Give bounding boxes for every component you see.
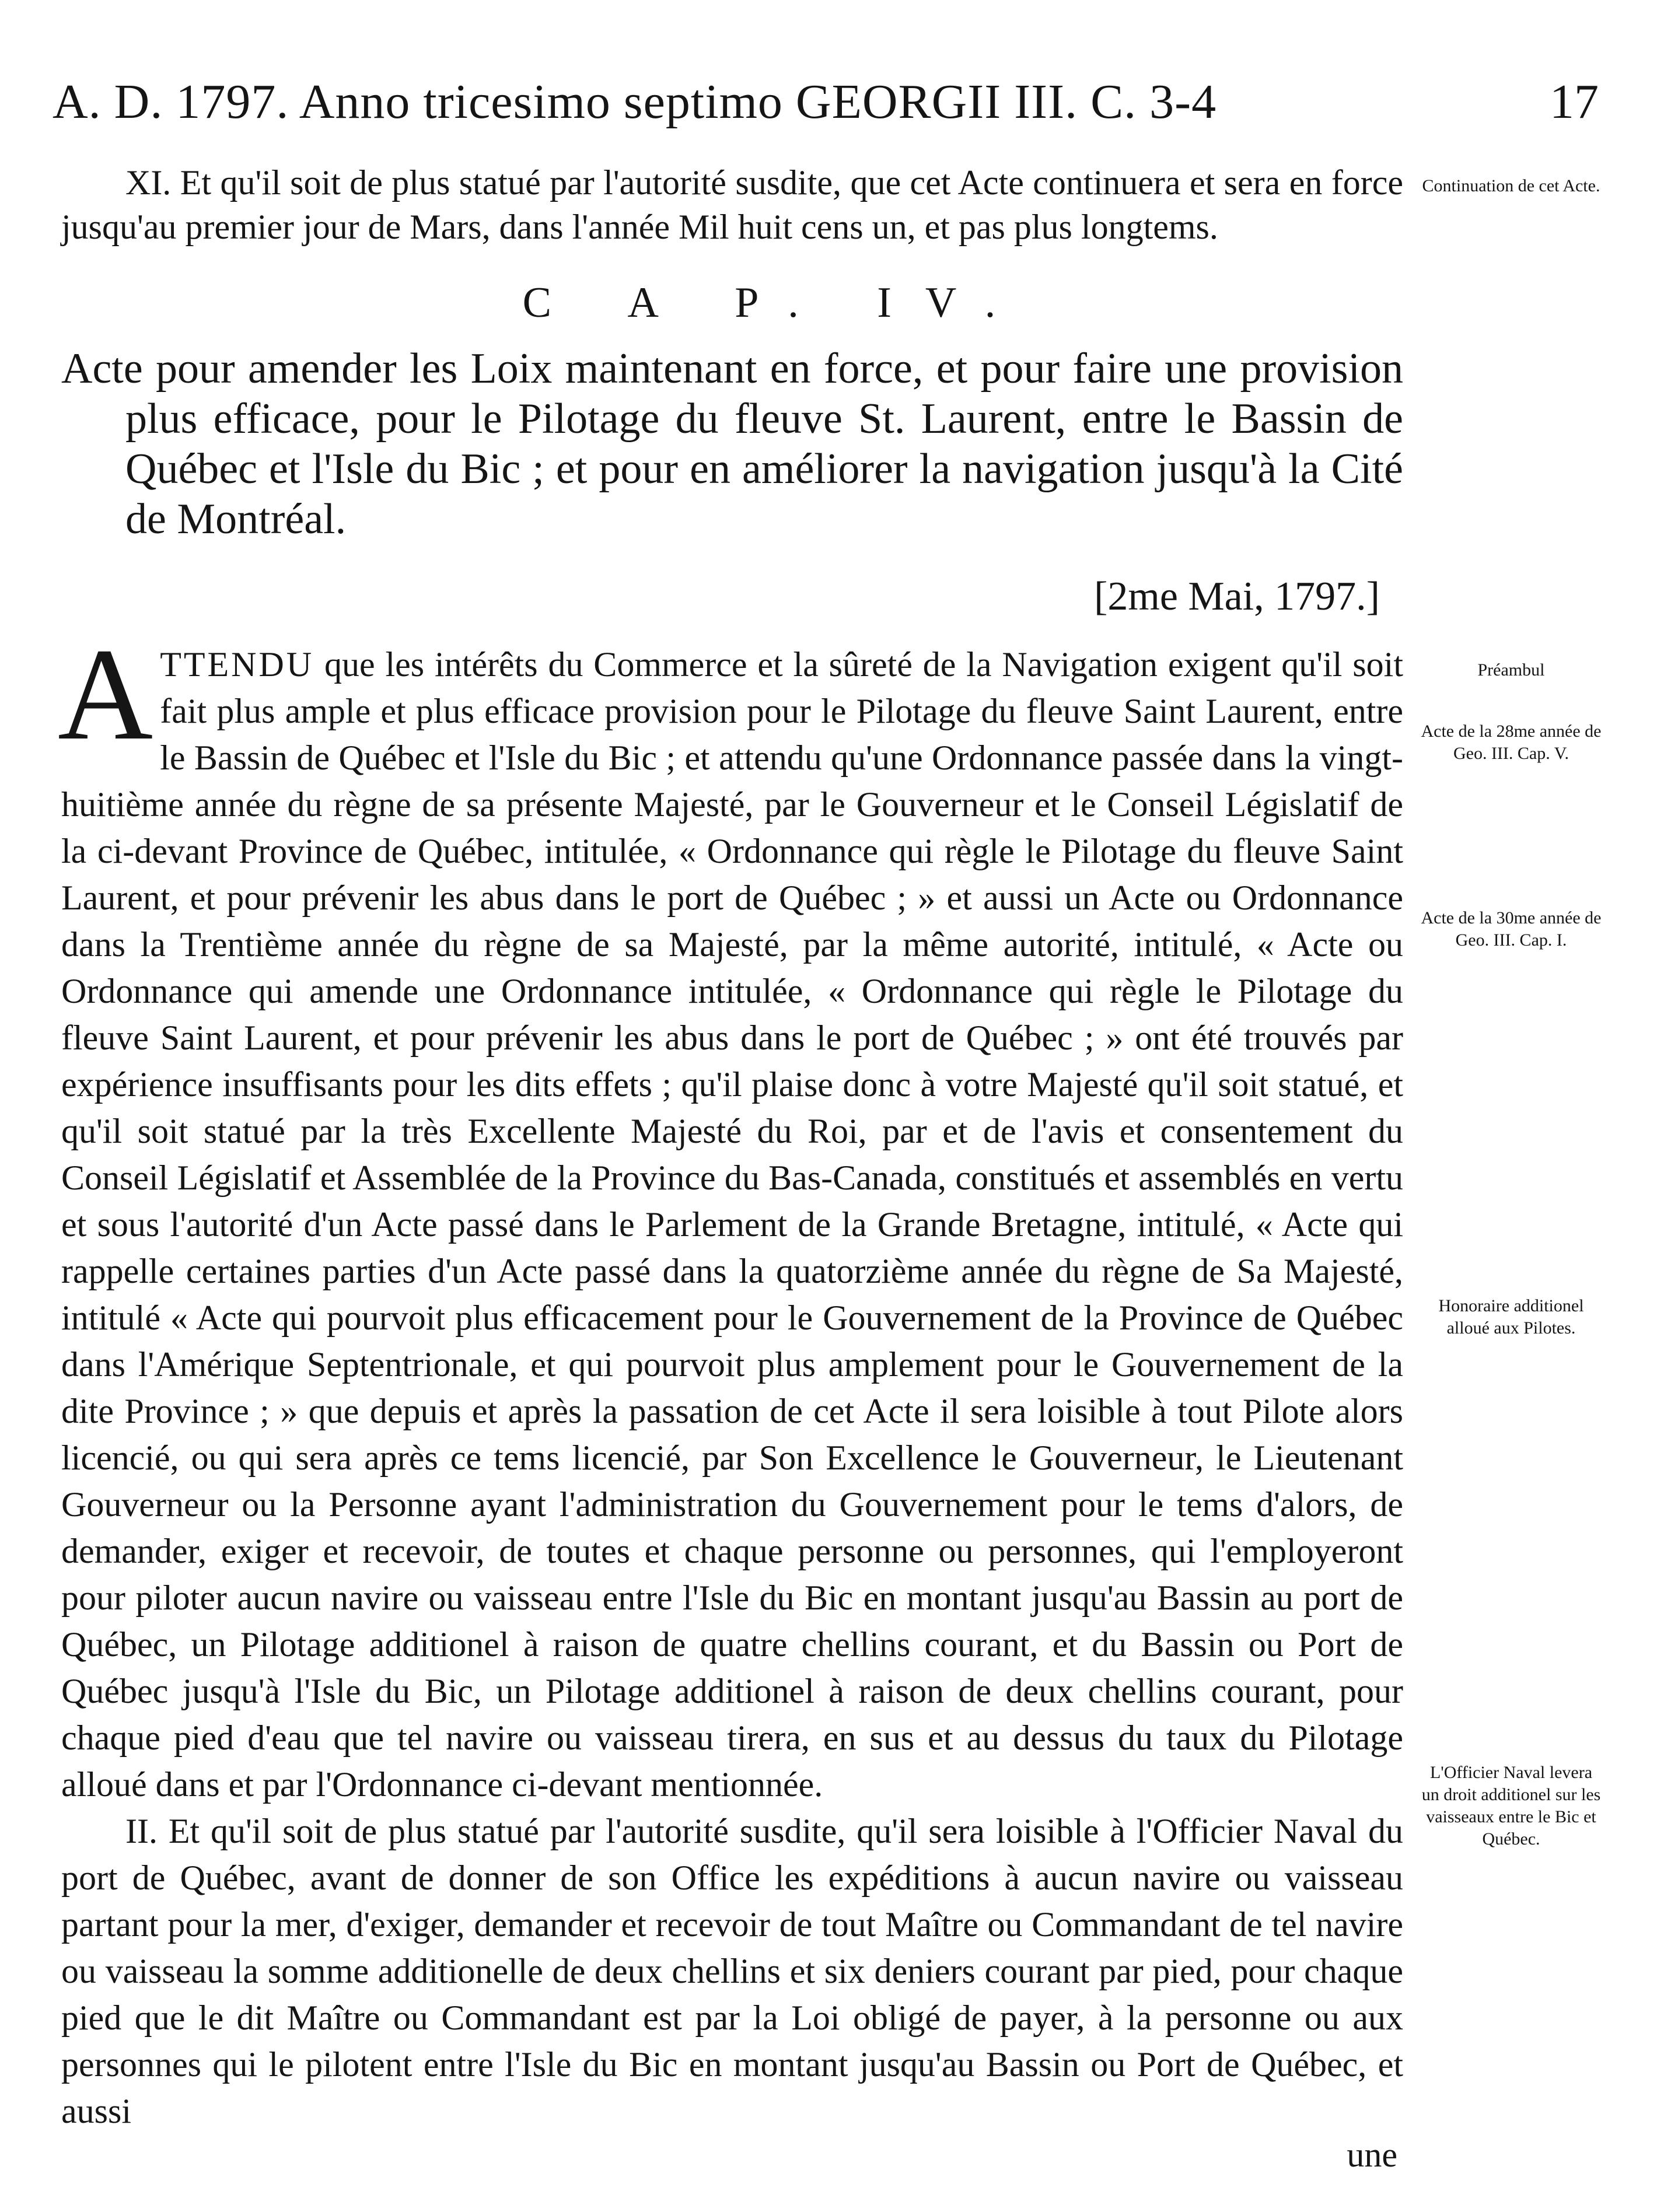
margin-note-continuation: Continuation de cet Acte. xyxy=(1422,176,1600,195)
running-title: A. D. 1797. Anno tricesimo septimo GEORGII III. C. 3-4 xyxy=(53,75,1217,129)
act-title: Acte pour amender les Loix maintenant en force, et pour faire une provision plus efficace, pour le Pilotage du fleuve St. Laurent, entre le Bassin de Québec et l'Isle du Bic ; et pour en améliorer la navigation jusqu'à la Cité de Montréal. xyxy=(61,345,1403,543)
margin-note-preambule: Préambul xyxy=(1477,660,1545,680)
margin-note-officier-naval: L'Officier Naval levera un droit additionel sur les vaisseaux entre le Bic et Québec. xyxy=(1421,1763,1601,1849)
preamble-paragraph xyxy=(58,621,1403,1808)
preamble-opening-word: TTENDU xyxy=(160,645,314,684)
margin-note-acte-28: Acte de la 28me année de Geo. III. Cap. V. xyxy=(1421,722,1602,763)
running-header xyxy=(41,70,1616,134)
drop-cap: A xyxy=(58,621,153,767)
section-ii-paragraph: II. Et qu'il soit de plus statué par l'autorité susdite, qu'il sera loisible à l'Officier Naval du port de Québec, avant de donner de son Office les expéditions à aucun navire ou vaisseau partant pour la mer, d'exiger, demander et recevoir de tout Maître ou Commandant de tel navire ou vaisseau la somme additionelle de deux chellins et six deniers courant par pied, pour chaque pied que le dit Maître ou Commandant est par la Loi obligé de payer, à la personne ou aux personnes qui le pilotent entre l'Isle du Bic en montant jusqu'au Bassin ou Port de Québec, et aussi xyxy=(61,1812,1403,2130)
margin-note-acte-30: Acte de la 30me année de Geo. III. Cap. I. xyxy=(1421,908,1602,950)
act-date: [2me Mai, 1797.] xyxy=(1094,574,1380,619)
margin-note-honoraire: Honoraire additionel alloué aux Pilotes. xyxy=(1438,1296,1584,1338)
main-text-column xyxy=(58,160,1403,2175)
section-xi-paragraph: XI. Et qu'il soit de plus statué par l'autorité susdite, que cet Acte continuera et sera en force jusqu'au premier jour de Mars, dans l'année Mil huit cens un, et pas plus longtems. xyxy=(61,163,1403,246)
chapter-heading: C A P. IV. xyxy=(522,279,1030,327)
page-number: 17 xyxy=(1550,75,1599,129)
preamble-text: que les intérêts du Commerce et la sûreté de la Navigation exigent qu'il soit fait plus ample et plus efficace provision pour le Pilotage du fleuve Saint Laurent, entre le Bassin de Québec et l'Isle du Bic ; et attendu qu'une Ordonnance passée dans la vingt-huitième année du règne de sa présente Majesté, par le Gouverneur et le Conseil Législatif de la ci-devant Province de Québec, intitulée, « Ordonnance qui règle le Pilotage du fleuve Saint Laurent, et pour prévenir les abus dans le port de Québec ; » et aussi un Acte ou Ordonnance dans la Trentième année du règne de sa Majesté, par la même autorité, intitulé, « Acte ou Ordonnance qui amende une Ordonnance intitulée, « Ordonnance qui règle le Pilotage du fleuve Saint Laurent, et pour prévenir les abus dans le port de Québec ; » ont été trouvés par expérience insuffisants pour les dits effets ; qu'il plaise donc à votre Majesté qu'il soit statué, et qu'il soit statué par la très Excellente Majesté du Roi, par et de l'avis et consentement du Conseil Législatif et Assemblée de la Province du Bas-Canada, constitués et assemblés en vertu et sous l'autorité d'un Acte passé dans le Parlement de la Grande Bretagne, intitulé, « Acte qui rappelle certaines parties d'un Acte passé dans la quatorzième année du règne de Sa Majesté, intitulé « Acte qui pourvoit plus efficacement pour le Gouvernement de la Province de Québec dans l'Amérique Septentrionale, et qui pourvoit plus amplement pour le Gouvernement de la dite Province ; » que depuis et après la passation de cet Acte il sera loisible à tout Pilote alors licencié, ou qui sera après ce tems licencié, par Son Excellence le Gouverneur, le Lieutenant Gouverneur ou la Personne ayant l'administration du Gouvernement pour le tems d'alors, de demander, exiger et recevoir, de toutes et chaque personne ou personnes, qui l'employeront pour piloter aucun navire ou vaisseau entre l'Isle du Bic en montant jusqu'au Bassin au port de Québec, un Pilotage additionel à raison de quatre chellins courant, et du Bassin ou Port de Québec jusqu'à l'Isle du Bic, un Pilotage additionel à raison de deux chellins courant, pour chaque pied d'eau que tel navire ou vaisseau tirera, en sus et au dessus du taux du Pilotage alloué dans et par l'Ordonnance ci-devant mentionnée. xyxy=(61,645,1403,1804)
catchword: une xyxy=(1347,2136,1397,2174)
